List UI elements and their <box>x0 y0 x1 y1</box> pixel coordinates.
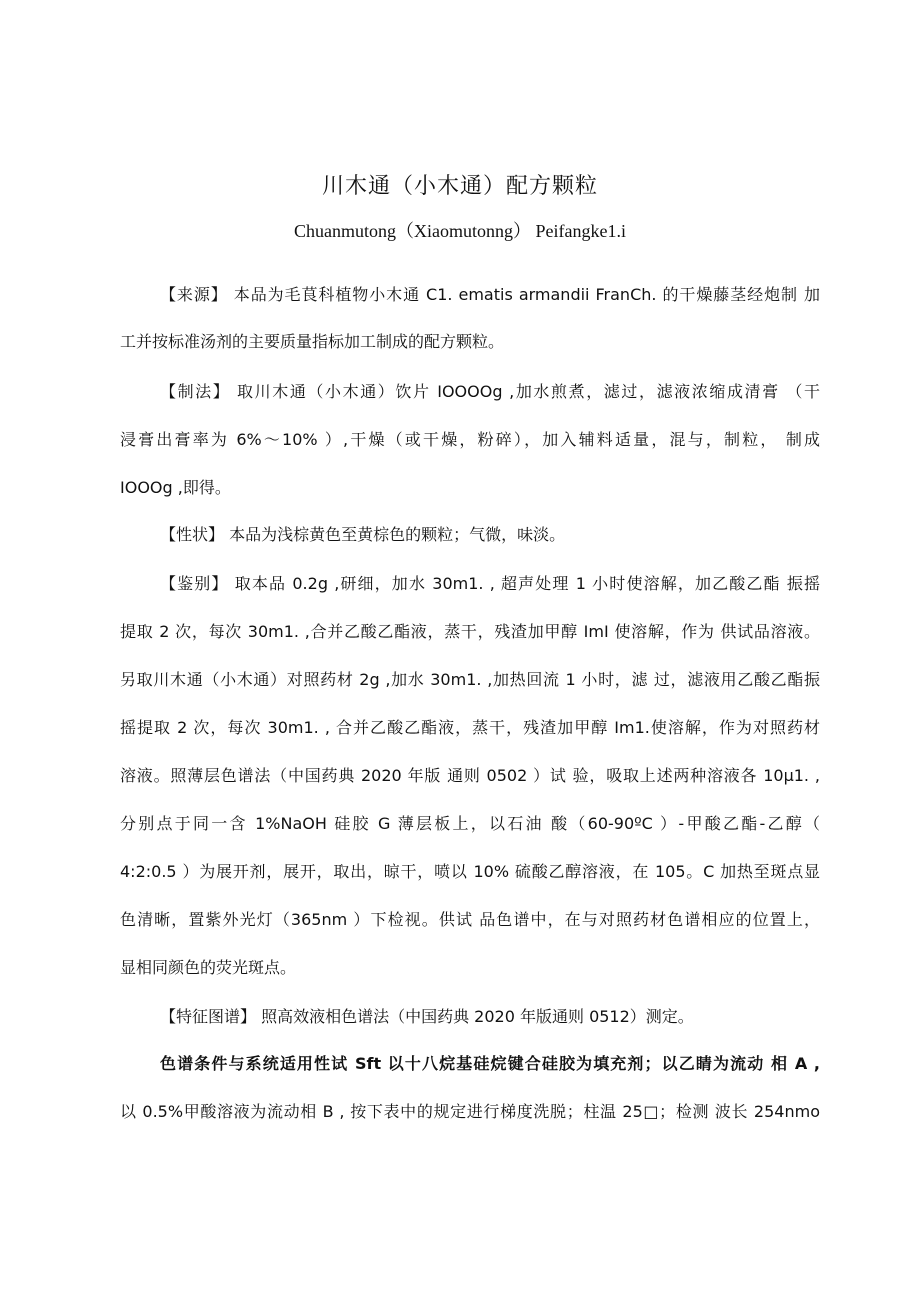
chromatography-line-2: 以 0.5%甲酸溶液为流动相 B , 按下表中的规定进行梯度洗脱；柱温 25□；检测 波长 254nmo <box>120 1102 820 1121</box>
preparation-line-2: 浸膏出膏率为 6%～10% ）,干燥（或干燥，粉碎），加入辅料适量，混与，制粒， 制成 <box>120 430 820 449</box>
preparation-line-1: 【制法】 取川木通（小木通）饮片 IOOOOg ,加水煎煮，滤过，滤液浓缩成清膏 （干 <box>160 382 820 401</box>
chromatography-line-1: 色谱条件与系统适用性试 Sft 以十八烷基硅烷键合硅胶为填充剂；以乙睛为流动 相 A , <box>160 1054 820 1073</box>
description-line: 【性状】 本品为浅棕黄色至黄棕色的颗粒；气微，味淡。 <box>160 525 566 544</box>
identification-line-2: 提取 2 次，每次 30m1. ,合并乙酸乙酯液，蒸干，残渣加甲醇 ImI 使溶解，作为 供试品溶液。 <box>120 622 820 641</box>
identification-line-5: 溶液。照薄层色谱法（中国药典 2020 年版 通则 0502 ）试 验，吸取上述两种溶液各 10μ1. , <box>120 766 820 785</box>
source-line-1: 【来源】 本品为毛茛科植物小木通 C1. ematis armandii FranCh. 的干燥藤茎经炮制 加 <box>160 285 820 304</box>
fingerprint-line: 【特征图谱】 照高效液相色谱法（中国药典 2020 年版通则 0512）测定。 <box>160 1007 694 1026</box>
preparation-line-3: IOOOg ,即得。 <box>120 478 231 497</box>
identification-line-6: 分别点于同一含 1%NaOH 硅胶 G 薄层板上，以石油 酸（60-90ºC ）-甲酸乙酯-乙醇（ <box>120 814 820 833</box>
identification-line-7: 4:2:0.5 ）为展开剂，展开，取出，晾干，喷以 10% 硫酸乙醇溶液，在 105。C 加热至斑点显 <box>120 862 820 881</box>
identification-line-3: 另取川木通（小木通）对照药材 2g ,加水 30m1. ,加热回流 1 小时，滤 过，滤液用乙酸乙酯振 <box>120 670 820 689</box>
identification-line-9: 显相同颜色的荧光斑点。 <box>120 958 297 977</box>
identification-line-8: 色清晰，置紫外光灯（365nm ）下检视。供试 品色谱中，在与对照药材色谱相应的位置上， <box>120 910 820 929</box>
source-line-2: 工并按标准汤剂的主要质量指标加工制成的配方颗粒。 <box>120 332 505 351</box>
page-subtitle: Chuanmutong（Xiaomutonng） Peifangke1.i <box>294 221 626 241</box>
page-title: 川木通（小木通）配方颗粒 <box>321 174 598 199</box>
identification-line-4: 摇提取 2 次，每次 30m1. , 合并乙酸乙酯液，蒸干，残渣加甲醇 Im1.使溶解，作为对照药材 <box>120 718 820 737</box>
identification-line-1: 【鉴别】 取本品 0.2g ,研细，加水 30m1. , 超声处理 1 小时使溶解，加乙酸乙酯 振摇 <box>160 574 820 593</box>
